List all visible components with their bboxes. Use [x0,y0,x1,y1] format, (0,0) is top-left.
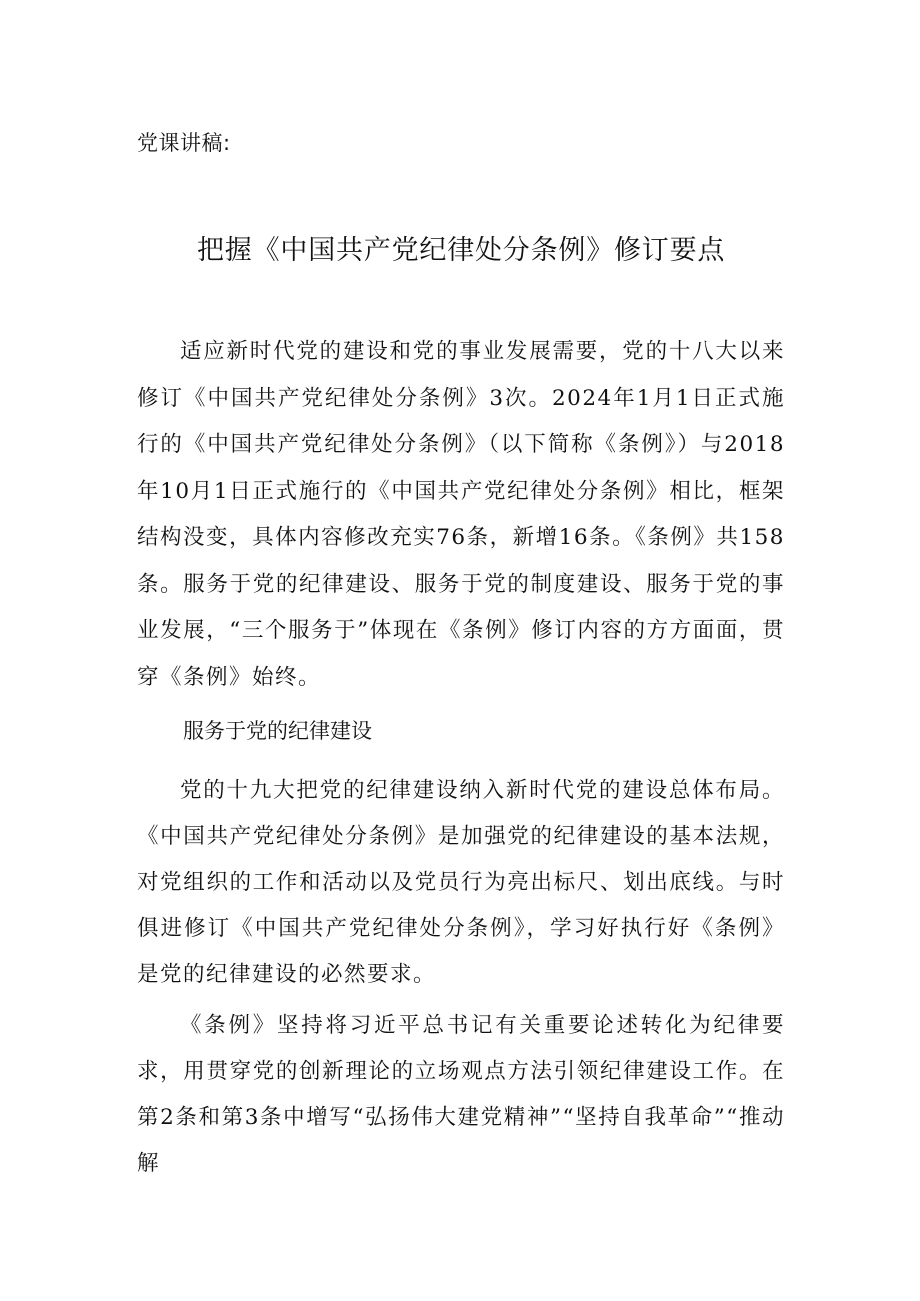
document-label: 党课讲稿: [137,131,231,155]
section-paragraph-1: 党的十九大把党的纪律建设纳入新时代党的建设总体布局。《中国共产党纪律处分条例》是加强党的纪律建设的基本法规，对党组织的工作和活动以及党员行为亮出标尺、划出底线。与时俱进修订《中国共产党纪律处分条例》，学习好执行好《条例》是党的纪律建设的必然要求。 [137,778,785,987]
intro-paragraph: 适应新时代党的建设和党的事业发展需要，党的十八大以来修订《中国共产党纪律处分条例》3次。2024年1月1日正式施行的《中国共产党纪律处分条例》（以下简称《条例》）与2018年10月1日正式施行的《中国共产党纪律处分条例》相比，框架结构没变，具体内容修改充实76条，新增16条。《条例》共158条。服务于党的纪律建设、服务于党的制度建设、服务于党的事业发展，“三个服务于”体现在《条例》修订内容的方方面面，贯穿《条例》始终。 [137,339,785,690]
document-title: 把握《中国共产党纪律处分条例》修订要点 [197,235,726,266]
section-paragraph-2: 《条例》坚持将习近平总书记有关重要论述转化为纪律要求，用贯穿党的创新理论的立场观点方法引领纪律建设工作。在第2条和第3条中增写“弘扬伟大建党精神”“坚持自我革命”“推动解 [137,1013,785,1176]
section-heading: 服务于党的纪律建设 [183,719,372,743]
